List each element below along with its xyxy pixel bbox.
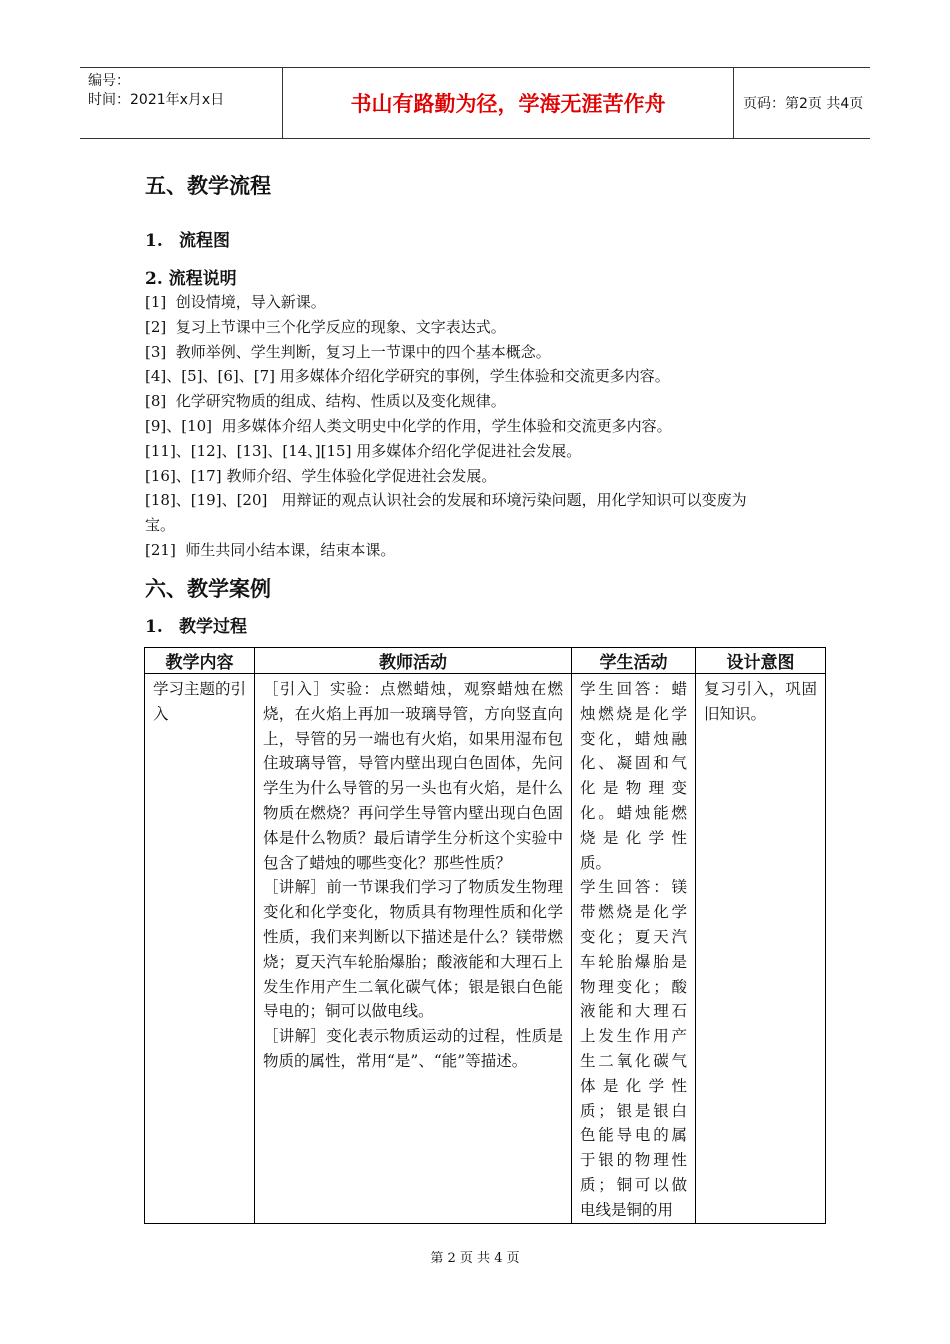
cell-design-intent: 复习引入，巩固旧知识。	[696, 674, 826, 1224]
teacher-paragraph: ［讲解］前一节课我们学习了物质发生物理变化和化学变化，物质具有物理性质和化学性质，我们来判断以下描述是什么？镁带燃烧；夏天汽车轮胎爆胎；酸液能和大理石上发生作用产生二氧化碳气体；银是银白色能导电的；铜可以做电线。	[263, 878, 563, 1021]
flow-line: [2] 复习上节课中三个化学反应的现象、文字表达式。	[145, 317, 506, 336]
flow-line: [8] 化学研究物质的组成、结构、性质以及变化规律。	[145, 392, 506, 411]
header-design-intent: 设计意图	[696, 648, 826, 674]
header-motto: 书山有路勤为径，学海无涯苦作舟	[283, 68, 734, 138]
flow-line: [4]、[5]、[6]、[7] 用多媒体介绍化学研究的事例，学生体验和交流更多内容。	[145, 367, 670, 386]
section5-title: 五、教学流程	[145, 173, 271, 198]
page-footer: 第 2 页 共 4 页	[430, 1251, 520, 1266]
section6-item1	[145, 612, 247, 637]
table-row	[145, 674, 826, 1224]
flow-line: [3] 教师举例、学生判断，复习上一节课中的四个基本概念。	[145, 342, 551, 361]
header-teacher-activity: 教师活动	[255, 648, 572, 674]
student-paragraph: 学生回答：蜡烛燃烧是化学变化，蜡烛融化、凝固和气化是物理变化。蜡烛能燃烧是化学性质。	[580, 680, 687, 872]
item-title: 流程图	[179, 231, 230, 251]
page-header	[80, 67, 870, 139]
item-number: 1.	[145, 617, 163, 637]
flow-description	[145, 290, 825, 563]
student-paragraph: 学生回答：镁带燃烧是化学变化；夏天汽车轮胎爆胎是物理变化；酸液能和大理石上发生作用产生二氧化碳气体是化学性质；银是银白色能导电的属于银的物理性质；铜可以做电线是铜的用	[580, 878, 687, 1219]
table-header-row	[145, 648, 826, 674]
flow-line: 宝。	[145, 516, 176, 535]
section5-item1	[145, 226, 230, 251]
flow-line: [18]、[19]、[20] 用辩证的观点认识社会的发展和环境污染问题，用化学知识可以变废为	[145, 491, 747, 510]
teaching-process-table	[144, 647, 826, 1224]
number-label: 编号：	[88, 73, 130, 89]
cell-teaching-content: 学习主题的引入	[145, 674, 255, 1224]
item-title: 教学过程	[179, 617, 247, 637]
teacher-paragraph: ［讲解］变化表示物质运动的过程，性质是物质的属性，常用“是”、“能”等描述。	[263, 1027, 563, 1070]
section5-item2: 2. 流程说明	[145, 269, 237, 289]
cell-student-activity	[572, 674, 696, 1224]
section6-title: 六、教学案例	[145, 576, 271, 601]
flow-line: [21] 师生共同小结本课，结束本课。	[145, 540, 396, 559]
flow-line: [16]、[17] 教师介绍、学生体验化学促进社会发展。	[145, 466, 497, 485]
flow-line: [11]、[12]、[13]、[14、][15] 用多媒体介绍化学促进社会发展。	[145, 441, 582, 460]
cell-teacher-activity	[255, 674, 572, 1224]
time-label: 时间：2021年x月x日	[88, 92, 225, 108]
header-student-activity: 学生活动	[572, 648, 696, 674]
teacher-paragraph: ［引入］实验：点燃蜡烛，观察蜡烛在燃烧，在火焰上再加一玻璃导管，方向竖直向上，导管的另一端也有火焰，如果用湿布包住玻璃导管，导管内壁出现白色固体，先问学生为什么导管的另一头也有火焰，是什么物质在燃烧？再问学生导管内壁出现白色固体是什么物质？最后请学生分析这个实验中包含了蜡烛的哪些变化？那些性质？	[263, 680, 563, 872]
header-teaching-content: 教学内容	[145, 648, 255, 674]
header-meta	[80, 68, 283, 138]
item-number: 1.	[145, 231, 163, 251]
flow-line: [9]、[10] 用多媒体介绍人类文明史中化学的作用，学生体验和交流更多内容。	[145, 416, 672, 435]
header-page-info: 页码：第2页 共4页	[743, 96, 864, 112]
flow-line: [1] 创设情境，导入新课。	[145, 293, 326, 311]
